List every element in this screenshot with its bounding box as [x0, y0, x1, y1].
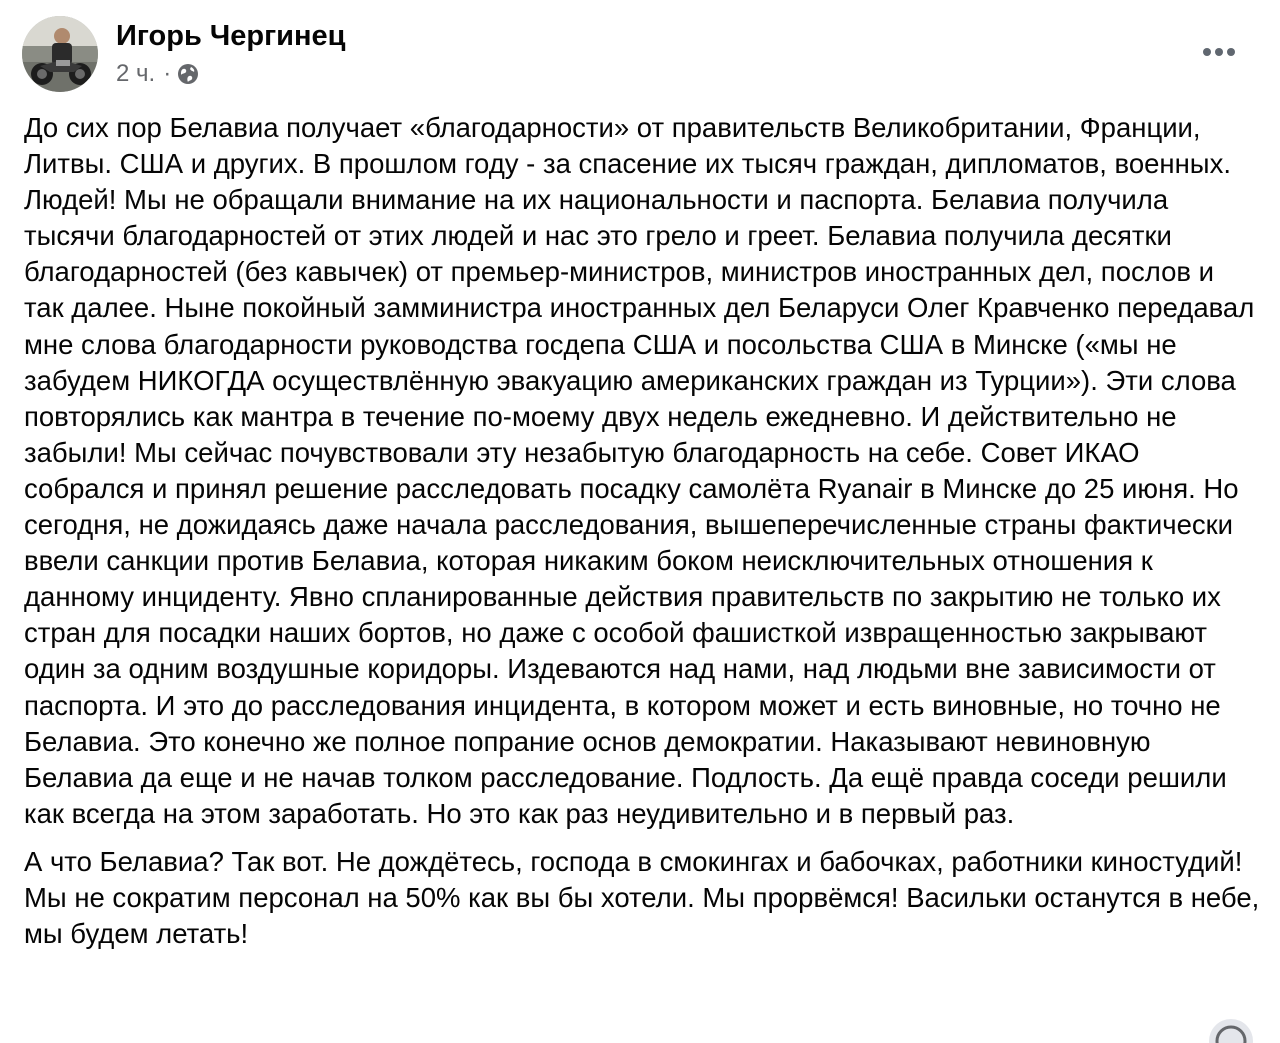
post-meta: [116, 58, 199, 90]
author-avatar[interactable]: [22, 16, 98, 92]
person-on-motorcycle-avatar: [22, 16, 98, 92]
more-options-button[interactable]: [1194, 30, 1244, 74]
post-paragraph-2: А что Белавиа? Так вот. Не дождётесь, господа в смокингах и бабочках, работники киностудий! Мы не сократим персонал на 50% как вы бы хотели. Мы прорвёмся! Васильки останутся в небе, мы будем летать!: [24, 845, 1260, 950]
post-text: [24, 110, 1260, 952]
post-time[interactable]: 2 ч.: [116, 60, 156, 87]
circle-icon[interactable]: [1206, 1016, 1256, 1043]
more-dots-icon: [1202, 47, 1236, 57]
post-paragraph-1: До сих пор Белавиа получает «благодарности» от правительств Великобритании, Франции, Литвы. США и других. В прошлом году - за спасение их тысяч граждан, дипломатов, военных. Людей! Мы не обращали внимание на их национальности и паспорта. Белавиа получила тысячи благодарностей от этих людей и нас это грело и греет. Белавиа получила десятки благодарностей (без кавычек) от премьер-министров, министров иностранных дел, послов и так далее. Ныне покойный замминистра иностранных дел Беларуси Олег Кравченко передавал мне слова благодарности руководства госдепа США и посольства США в Минске («мы не забудем НИКОГДА осуществлённую эвакуацию американских граждан из Турции»). Эти слова повторялись как мантра в течение по-моему двух недель ежедневно. И действительно не забыли! Мы сейчас почувствовали эту незабытую благодарность на себе. Совет ИКАО собрался и принял решение расследовать посадку самолёта Ryanair в Минске до 25 июня. Но сегодня, не дожидаясь даже начала расследования, вышеперечисленные страны фактически ввели санкции против Белавиа, которая никаким боком неисключительных отношения к данному инциденту. Явно спланированные действия правительств по закрытию не только их стран для посадки наших бортов, но даже с особой фашисткой извращенностью закрывают один за одним воздушные коридоры. Издеваются над нами, над людьми вне зависимости от паспорта. И это до расследования инцидента, в котором может и есть виновные, но точно не Белавиа. Это конечно же полное попрание основ демократии. Наказывают невиновную Белавиа да еще и не начав толком расследование. Подлость. Да ещё правда соседи решили как всегда на этом заработать. Но это как раз неудивительно и в первый раз.: [24, 112, 1255, 829]
author-name[interactable]: Игорь Чергинец: [116, 20, 346, 52]
meta-separator: ·: [163, 60, 172, 87]
globe-icon: [177, 63, 199, 85]
